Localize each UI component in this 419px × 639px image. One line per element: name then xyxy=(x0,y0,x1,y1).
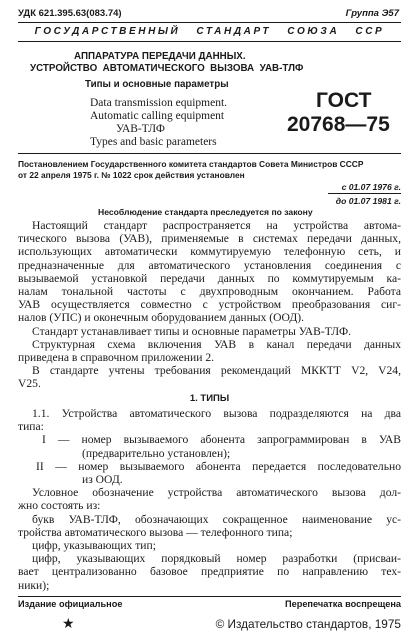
intro-line: вызываемой установкой передачи данных по коммутируемым ка- xyxy=(18,271,401,285)
type1-line: I — номер вызываемого абонента запрограммирован в УАВ xyxy=(42,433,401,447)
group-code: Группа Э57 xyxy=(345,8,399,19)
type2-line: из ООД. xyxy=(82,473,123,487)
star-icon: ★ xyxy=(62,617,75,632)
section1-line: ники); xyxy=(18,578,50,592)
intro-line: приведена в справочном приложении 2. xyxy=(18,351,215,365)
effective-to: до 01.07 1981 г. xyxy=(335,196,401,206)
section1-line: типа: xyxy=(18,420,44,434)
copyright: © Издательство стандартов, 1975 xyxy=(215,617,401,631)
section1-line: цифр, указывающих тип; xyxy=(32,539,156,553)
gost-number: 20768—75 xyxy=(287,113,390,136)
intro-line: налов (УПС) и оконечным оборудованием данных (ООД). xyxy=(18,311,304,325)
title-ru-subtitle: Типы и основные параметры xyxy=(85,79,229,90)
intro-line: предназначенные для автоматического установления соединения с xyxy=(18,258,401,272)
intro-line: Структурная схема включения УАВ в канал передачи данных xyxy=(32,337,401,351)
intro-line: тического вызова (УАВ), применяемые в системах передачи данных, xyxy=(18,232,401,246)
intro-body xyxy=(18,219,401,391)
effective-from: с 01.07 1976 г. xyxy=(341,182,401,192)
udk-code: УДК 621.395.63(083.74) xyxy=(18,8,122,19)
intro-line: налам тональной частоты с двухпроводным окончанием. Работа xyxy=(18,285,401,299)
section1-line: вает централизованно базовое предприятие по направлению тех- xyxy=(18,565,401,579)
section1-line: букв УАВ-ТЛФ, обозначающих сокращенное наименование ус- xyxy=(32,512,401,526)
reprint-notice: Перепечатка воспрещена xyxy=(285,599,401,609)
title-en-line3: УАВ-ТЛФ xyxy=(116,123,165,135)
intro-line: В стандарте учтены требования рекомендаций МККТТ V2, V24, xyxy=(32,364,401,378)
intro-line: V25. xyxy=(18,377,41,391)
type1-line: (предварительно установлен); xyxy=(82,446,231,460)
decree-line2: от 22 апреля 1975 г. № 1022 срок действия установлен xyxy=(18,170,245,180)
section1-line: цифр, указывающих порядковый номер разработки (присваи- xyxy=(32,552,401,566)
header-rule-bottom xyxy=(18,41,401,42)
section1-line: тройства автоматического вызова — телефонного типа; xyxy=(18,525,293,539)
edition-official: Издание официальное xyxy=(18,599,123,609)
intro-line: Стандарт устанавливает типы и основные параметры УАВ-ТЛФ. xyxy=(32,324,352,338)
title-en-line4: Types and basic parameters xyxy=(90,136,217,148)
gost-label: ГОСТ xyxy=(316,89,372,112)
section1-line: Условное обозначение устройства автоматического вызова дол- xyxy=(32,486,401,500)
section1-body xyxy=(18,407,401,592)
section1-line: жно состоять из: xyxy=(18,499,101,513)
intro-line: УАВ осуществляется совместно с устройством преобразования сиг- xyxy=(18,298,401,312)
header-rule-top xyxy=(18,22,401,23)
title-en-line2: Automatic calling equipment xyxy=(90,110,225,122)
title-en-line1: Data transmission equipment. xyxy=(90,97,228,109)
law-notice: Несоблюдение стандарта преследуется по закону xyxy=(98,207,313,217)
intro-line: использующих автоматически коммутируемую телефонную сеть, и xyxy=(18,245,401,259)
title-ru-line2: УСТРОЙСТВО АВТОМАТИЧЕСКОГО ВЫЗОВА УАВ-ТЛФ xyxy=(30,63,304,74)
intro-line: Настоящий стандарт распространяется на устройства автома- xyxy=(32,219,401,232)
standard-banner: ГОСУДАРСТВЕННЫЙ СТАНДАРТ СОЮЗА ССР xyxy=(34,26,385,37)
section-heading: 1. ТИПЫ xyxy=(189,393,230,404)
type2-line: II — номер вызываемого абонента передается последовательно xyxy=(36,459,401,473)
section1-line: 1.1. Устройства автоматического вызова подразделяются на два xyxy=(32,407,401,420)
effective-from-rule xyxy=(328,193,401,194)
footer-rule xyxy=(18,596,401,597)
title-ru-line1: АППАРАТУРА ПЕРЕДАЧИ ДАННЫХ. xyxy=(74,51,246,62)
decree-line1: Постановлением Государственного комитета стандартов Совета Министров СССР xyxy=(18,159,364,169)
title-rule xyxy=(18,153,401,154)
